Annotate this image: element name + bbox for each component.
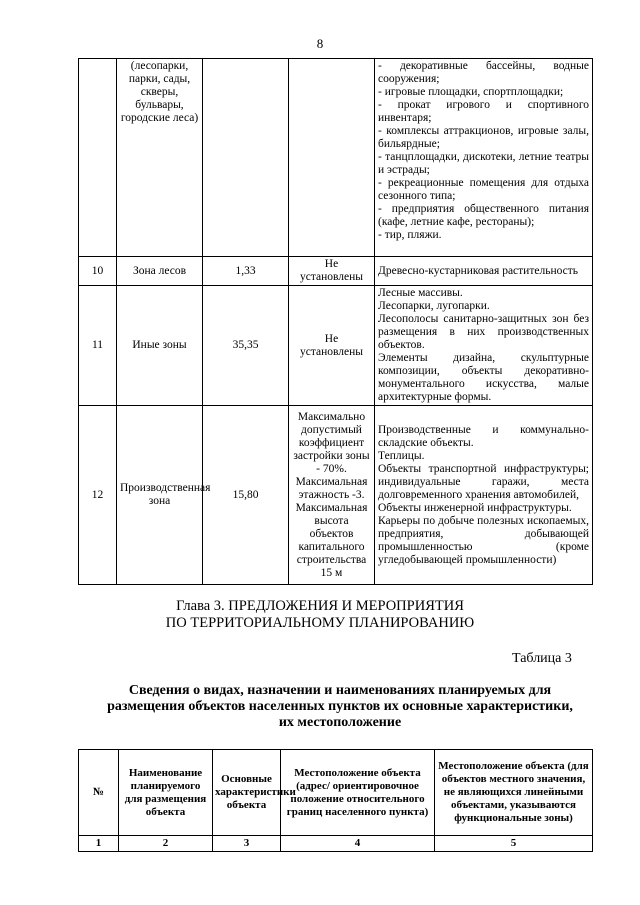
table-row (79, 59, 593, 257)
table-number-cell: 4 (281, 836, 435, 852)
use-line: Лесные массивы. (378, 287, 463, 299)
use-line: Объекты инженерной инфраструктуры. (378, 501, 572, 514)
table-cell-name: Иные зоны (117, 286, 203, 406)
table-cell-params: Не установлены (289, 286, 375, 406)
table-cell-name: Производственная зона (117, 406, 203, 585)
table-cell-name (117, 59, 203, 257)
table-number-row (79, 836, 593, 852)
table-cell-name: Зона лесов (117, 257, 203, 286)
table-cell-num (79, 59, 117, 257)
table-cell-use: Древесно-кустарниковая растительность (375, 257, 593, 286)
table-cell-params (289, 59, 375, 257)
name-line: парки, сады, (128, 73, 191, 85)
table-cell-num: 11 (79, 286, 117, 406)
table-label: Таблица 3 (512, 651, 572, 666)
table-cell-area: 1,33 (203, 257, 289, 286)
chapter-heading (0, 598, 640, 632)
use-line: Элементы дизайна, скульптурные композиции, объекты декоративно-монументального искусства, малые архитектурные формы. (378, 352, 589, 403)
table-cell-area: 15,80 (203, 406, 289, 585)
table-number-cell: 5 (435, 836, 593, 852)
table-cell-params: Не установлены (289, 257, 375, 286)
page-number: 8 (316, 36, 324, 51)
table-header-cell: № (79, 750, 119, 836)
use-line: - рекреационные помещения для отдыха сезонного типа; (378, 177, 589, 202)
table-cell-use (375, 406, 593, 585)
name-line: скверы, (140, 86, 179, 98)
table-header-row (79, 750, 593, 836)
zones-table (78, 58, 593, 585)
table-row (79, 406, 593, 585)
table-number-cell: 3 (213, 836, 281, 852)
use-line: Производственные и коммунально-складские объекты. (378, 423, 589, 449)
table-cell-area: 35,35 (203, 286, 289, 406)
use-line: Объекты транспортной инфраструктуры; индивидуальные гаражи, места долговременного хранения автомобилей, (378, 462, 589, 501)
use-line: - игровые площадки, спортплощадки; (378, 86, 564, 98)
table-row (79, 257, 593, 286)
table-cell-num: 10 (79, 257, 117, 286)
name-line: (лесопарки, (130, 60, 189, 72)
table-cell-use (375, 286, 593, 406)
table-header-cell: Наименование планируемого для размещения объекта (119, 750, 213, 836)
table-cell-num: 12 (79, 406, 117, 585)
use-line: - тир, пляжи. (378, 229, 442, 241)
use-line: Теплицы. (378, 449, 425, 462)
use-line: - комплексы аттракционов, игровые залы, бильярдные; (378, 125, 589, 150)
table-number-cell: 1 (79, 836, 119, 852)
use-line: Лесопарки, лугопарки. (378, 300, 490, 312)
table-cell-area (203, 59, 289, 257)
chapter-heading-line: Глава 3. ПРЕДЛОЖЕНИЯ И МЕРОПРИЯТИЯ (176, 598, 464, 614)
use-line: Лесополосы санитарно-защитных зон без размещения в них производственных объектов. (378, 313, 589, 351)
name-line: бульвары, (135, 99, 184, 111)
table3-title: Сведения о видах, назначении и наименованиях планируемых для размещения объектов населенных пунктов их основные характеристики, их местоположение (107, 683, 573, 730)
planned-objects-table (78, 749, 593, 852)
chapter-heading-line: ПО ТЕРРИТОРИАЛЬНОМУ ПЛАНИРОВАНИЮ (165, 615, 475, 631)
use-line: - танцплощадки, дискотеки, летние театры и эстрады; (378, 151, 589, 176)
table-header-cell: Местоположение объекта (для объектов местного значения, не являющихся линейными объектами, указываются функциональные зоны) (435, 750, 593, 836)
use-line: Карьеры по добыче полезных ископаемых, предприятия, добывающей промышленностью (кроме угледобывающей промышленности) (378, 514, 589, 566)
use-line: - прокат игрового и спортивного инвентаря; (378, 99, 589, 124)
table-header-cell: Основные характеристики объекта (213, 750, 281, 836)
table-number-cell: 2 (119, 836, 213, 852)
use-line: - предприятия общественного питания (кафе, летние кафе, рестораны); (378, 203, 589, 228)
table-header-cell: Местоположение объекта (адрес/ ориентировочное положение относительного границ населенного пункта) (281, 750, 435, 836)
table-row (79, 286, 593, 406)
use-line: - декоративные бассейны, водные сооружения; (378, 60, 589, 85)
table-cell-params: Максимально допустимый коэффициент застройки зоны - 70%. Максимальная этажность -3. Максимальная высота объектов капитального строительства 15 м (289, 406, 375, 585)
table-cell-use (375, 59, 593, 257)
name-line: городские леса) (120, 112, 199, 124)
